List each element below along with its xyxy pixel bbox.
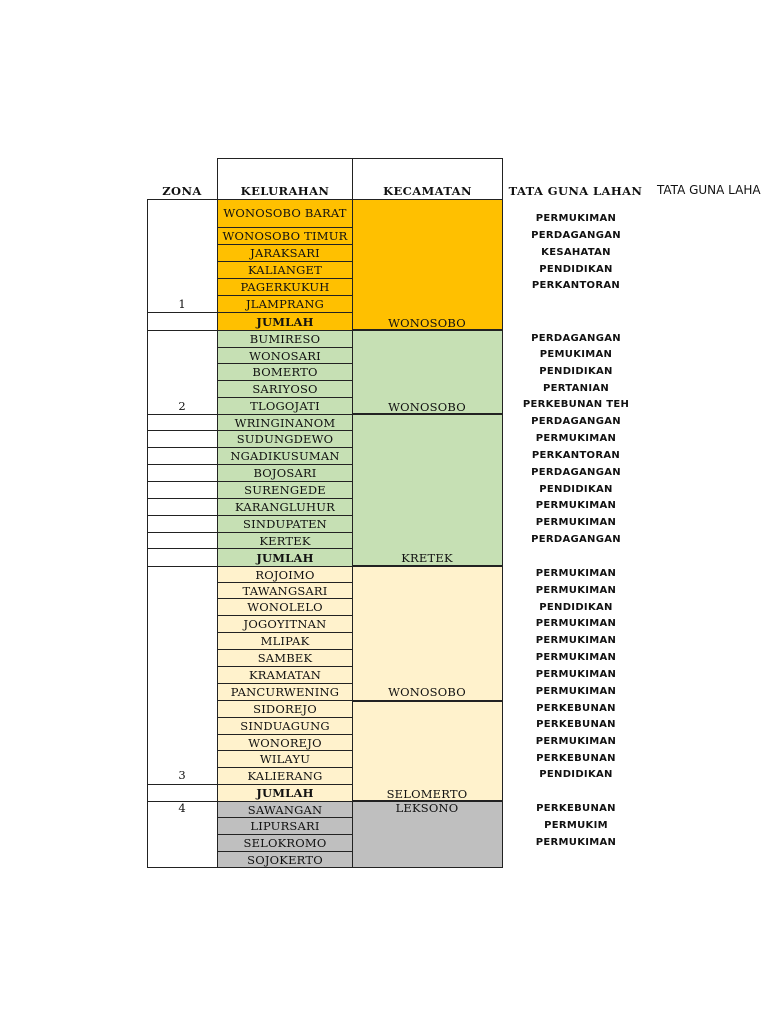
tata-guna-lahan-value: PEMUKIMAN	[539, 349, 613, 360]
tata-guna-lahan-value: PERDAGANGAN	[531, 333, 621, 344]
kecamatan-label: LEKSONO	[395, 801, 459, 815]
tata-guna-lahan-value: PERKEBUNAN	[536, 703, 616, 714]
kelurahan-cell: SIDOREJO	[217, 700, 353, 718]
tata-guna-lahan-value: PERDAGANGAN	[531, 230, 621, 241]
kecamatan-label: WONOSOBO	[388, 400, 466, 414]
tata-guna-lahan-value: PERTANIAN	[542, 383, 610, 394]
kecamatan-label: WONOSOBO	[388, 685, 466, 699]
tata-guna-lahan-value: PERMUKIMAN	[535, 568, 617, 579]
kelurahan-cell: WONOREJO	[217, 734, 353, 751]
kelurahan-cell: BUMIRESO	[217, 330, 353, 348]
tata-guna-lahan-value: PERKEBUNAN TEH	[522, 399, 630, 410]
kelurahan-jumlah-cell: JUMLAH	[217, 784, 353, 802]
zona-box	[147, 312, 218, 331]
tata-guna-lahan-value: PERDAGANGAN	[531, 534, 621, 545]
tata-guna-lahan-value: PERMUKIMAN	[535, 213, 617, 224]
tata-guna-lahan-value: PERDAGANGAN	[531, 416, 621, 427]
kecamatan-label: WONOSOBO	[388, 316, 466, 330]
zona-box	[147, 532, 218, 549]
tata-guna-lahan-value: PENDIDIKAN	[539, 602, 613, 613]
tata-guna-lahan-value: PERMUKIMAN	[535, 618, 617, 629]
zona-number: 4	[178, 801, 186, 815]
tata-guna-lahan-value: PERKANTORAN	[531, 280, 621, 291]
tata-guna-lahan-value: PENDIDIKAN	[539, 769, 613, 780]
tata-guna-lahan-value: PENDIDIKAN	[539, 264, 613, 275]
kelurahan-jumlah-cell: JUMLAH	[217, 312, 353, 331]
tata-guna-lahan-value: PERKEBUNAN	[536, 753, 616, 764]
zona-box	[147, 414, 218, 431]
kecamatan-block-3	[352, 414, 503, 566]
tata-guna-lahan-value: PERMUKIMAN	[535, 433, 617, 444]
kelurahan-cell: SAMBEK	[217, 649, 353, 667]
kelurahan-cell: JARAKSARI	[217, 244, 353, 262]
tata-guna-lahan-value: PENDIDIKAN	[539, 484, 613, 495]
zona-box	[147, 548, 218, 567]
kelurahan-cell: KARANGLUHUR	[217, 498, 353, 516]
zona-number: 1	[178, 297, 186, 311]
tata-guna-lahan-value: PERMUKIM	[544, 820, 608, 831]
kelurahan-cell: LIPURSARI	[217, 817, 353, 835]
zona-number: 3	[178, 768, 186, 782]
kecamatan-label: SELOMERTO	[386, 787, 468, 801]
tata-guna-lahan-header: TATA GUNA LAHAN	[508, 184, 643, 198]
zona-box	[147, 481, 218, 499]
kelurahan-cell: KALIERANG	[217, 767, 353, 785]
kecamatan-block-4	[352, 566, 503, 701]
kelurahan-cell: WILAYU	[217, 750, 353, 768]
zona-box	[147, 566, 218, 785]
tata-guna-lahan-value: PERMUKIMAN	[535, 686, 617, 697]
zona-box	[147, 447, 218, 465]
kelurahan-cell: MLIPAK	[217, 632, 353, 650]
kelurahan-jumlah-cell: JUMLAH	[217, 548, 353, 567]
tata-guna-lahan-value: KESAHATAN	[541, 247, 611, 258]
tata-guna-lahan-value: PERMUKIMAN	[535, 585, 617, 596]
kelurahan-cell: KRAMATAN	[217, 666, 353, 684]
kelurahan-cell: WRINGINANOM	[217, 414, 353, 431]
zona-box	[147, 784, 218, 802]
kelurahan-cell: KERTEK	[217, 532, 353, 549]
tata-guna-lahan-value: PERMUKIMAN	[535, 517, 617, 528]
tata-guna-lahan-value: PERMUKIMAN	[535, 837, 617, 848]
zona-header: ZONA	[162, 184, 202, 198]
kecamatan-block-1	[352, 199, 503, 330]
kelurahan-cell: BOMERTO	[217, 363, 353, 381]
zona-box	[147, 430, 218, 448]
kelurahan-cell: NGADIKUSUMAN	[217, 447, 353, 465]
kelurahan-cell: JLAMPRANG	[217, 295, 353, 313]
kecamatan-block-5	[352, 701, 503, 801]
kelurahan-cell: BOJOSARI	[217, 464, 353, 482]
kelurahan-cell: SAWANGAN	[217, 801, 353, 818]
kelurahan-cell: SELOKROMO	[217, 834, 353, 852]
kelurahan-cell: JOGOYITNAN	[217, 615, 353, 633]
kelurahan-cell: ROJOIMO	[217, 566, 353, 583]
kelurahan-cell: TLOGOJATI	[217, 397, 353, 415]
zona-box	[147, 464, 218, 482]
tata-guna-lahan-extra-header: TATA GUNA LAHA	[657, 183, 761, 197]
zona-box	[147, 498, 218, 516]
kelurahan-cell: SARIYOSO	[217, 380, 353, 398]
kecamatan-label: KRETEK	[401, 551, 453, 565]
tata-guna-lahan-value: PERKEBUNAN	[536, 803, 616, 814]
kelurahan-cell: PAGERKUKUH	[217, 278, 353, 296]
tata-guna-lahan-value: PERDAGANGAN	[531, 467, 621, 478]
kelurahan-cell: WONOSARI	[217, 347, 353, 364]
kelurahan-cell: PANCURWENING	[217, 683, 353, 701]
zona-box	[147, 515, 218, 533]
kelurahan-cell: WONOSOBO TIMUR	[217, 227, 353, 245]
kelurahan-cell: SURENGEDE	[217, 481, 353, 499]
tata-guna-lahan-value: PERKANTORAN	[531, 450, 621, 461]
tata-guna-lahan-value: PERMUKIMAN	[535, 652, 617, 663]
kecamatan-header: KECAMATAN	[383, 184, 472, 198]
kelurahan-cell: SOJOKERTO	[217, 851, 353, 868]
tata-guna-lahan-value: PERMUKIMAN	[535, 736, 617, 747]
kelurahan-cell: TAWANGSARI	[217, 582, 353, 599]
tata-guna-lahan-value: PERMUKIMAN	[535, 669, 617, 680]
tata-guna-lahan-value: PERMUKIMAN	[535, 500, 617, 511]
kelurahan-cell: SUDUNGDEWO	[217, 430, 353, 448]
tata-guna-lahan-value: PENDIDIKAN	[539, 366, 613, 377]
kelurahan-cell: SINDUAGUNG	[217, 717, 353, 735]
kelurahan-cell: WONOSOBO BARAT	[217, 199, 353, 228]
kelurahan-cell: WONOLELO	[217, 598, 353, 616]
kelurahan-header: KELURAHAN	[240, 184, 330, 198]
tata-guna-lahan-value: PERMUKIMAN	[535, 635, 617, 646]
zona-number: 2	[178, 399, 186, 413]
kelurahan-cell: SINDUPATEN	[217, 515, 353, 533]
kelurahan-cell: KALIANGET	[217, 261, 353, 279]
tata-guna-lahan-value: PERKEBUNAN	[536, 719, 616, 730]
